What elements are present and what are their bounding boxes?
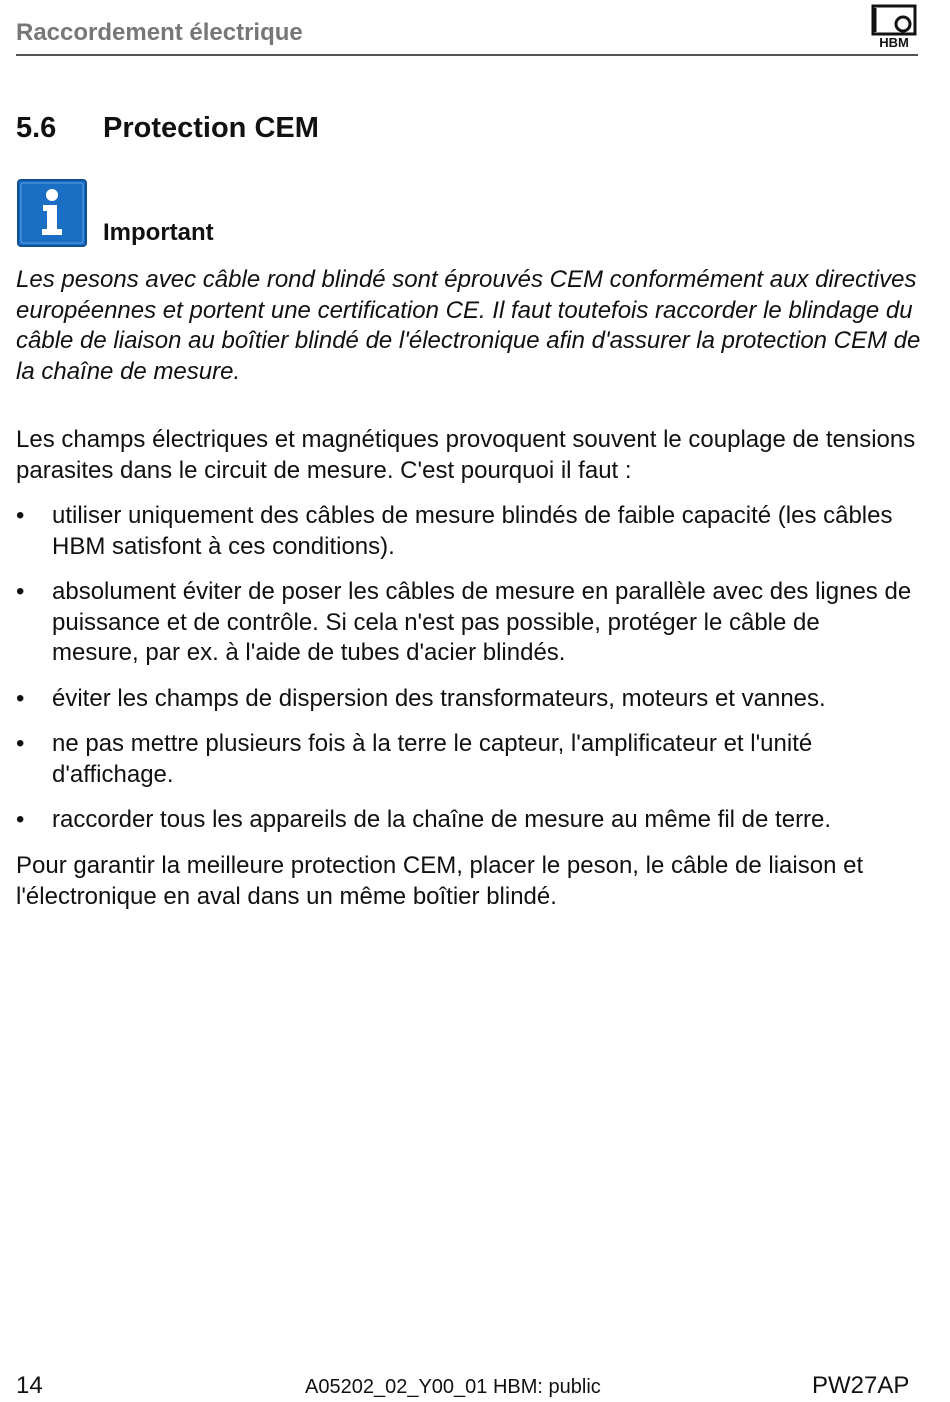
list-item-text: raccorder tous les appareils de la chaîne de mesure au même fil de terre. [52, 806, 832, 833]
list-item-text: absolument éviter de poser les câbles de mesure en parallèle avec des lignes de puissance et de contrôle. Si cela n'est pas possible, protéger le câble de mesure, par ex. à l'aide de tubes d'acier blindés. [52, 578, 912, 667]
section-title: Protection CEM [103, 112, 319, 144]
intro-text: Les champs électriques et magnétiques provoquent souvent le couplage de tensions parasites dans le circuit de mesure. C'est pourquoi il faut : [16, 426, 916, 484]
section-number: 5.6 [16, 112, 57, 144]
bullet-icon: • [16, 502, 25, 529]
hbm-logo-text: HBM [879, 35, 909, 48]
document-id: A05202_02_Y00_01 HBM: public [305, 1376, 601, 1398]
list-item-text: ne pas mettre plusieurs fois à la terre le capteur, l'amplificateur et l'unité d'affichage. [52, 730, 813, 788]
important-label: Important [103, 219, 214, 246]
note-text: Les pesons avec câble rond blindé sont éprouvés CEM conformément aux directives européennes et portent une certification CE. Il faut toutefois raccorder le blindage du câble de liaison au boîtier blindé de l'électronique afin d'assurer la protection CEM de la chaîne de mesure. [16, 266, 921, 386]
bullet-icon: • [16, 806, 25, 833]
list-item-text: éviter les champs de dispersion des transformateurs, moteurs et vannes. [52, 685, 826, 712]
product-name: PW27AP [812, 1372, 910, 1399]
hbm-logo [870, 4, 918, 48]
bullet-icon: • [16, 578, 25, 605]
bullet-icon: • [16, 730, 25, 757]
header-title: Raccordement électrique [16, 19, 303, 46]
info-icon [17, 179, 87, 247]
list-item-text: utiliser uniquement des câbles de mesure blindés de faible capacité (les câbles HBM satisfont à ces conditions). [52, 502, 893, 560]
bullet-icon: • [16, 685, 25, 712]
closing-text: Pour garantir la meilleure protection CEM, placer le peson, le câble de liaison et l'électronique en aval dans un même boîtier blindé. [16, 852, 864, 910]
header-divider [16, 54, 918, 56]
page-number: 14 [16, 1372, 43, 1399]
